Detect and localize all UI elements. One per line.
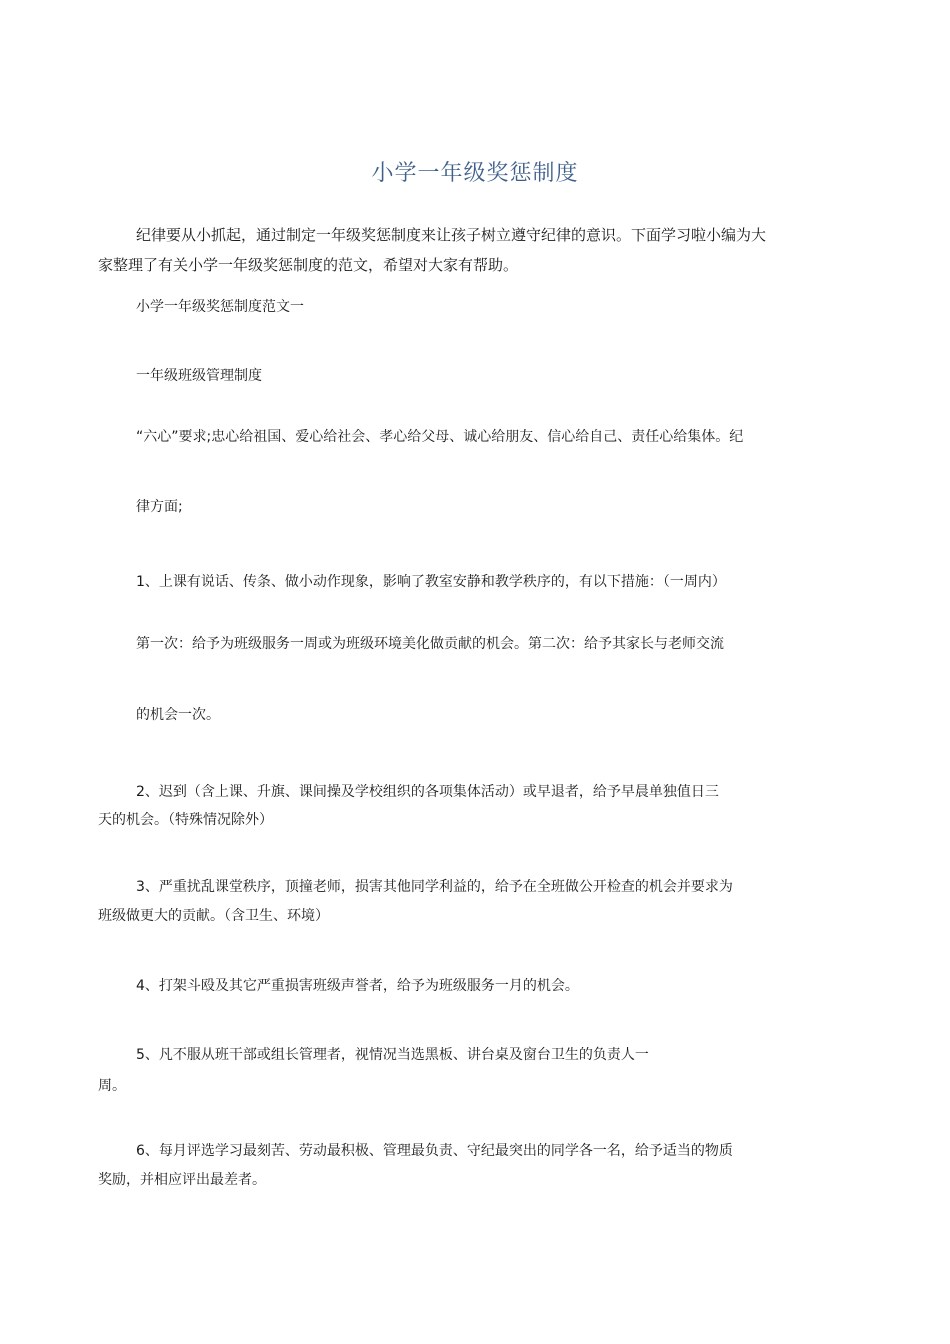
item-5-line-2: 周。 [98,1078,126,1094]
item-1: 1、上课有说话、传条、做小动作现象，影响了教室安静和教学秩序的，有以下措施：（一周内） [136,574,726,590]
item-5-line-1: 5、凡不服从班干部或组长管理者，视情况当选黑板、讲台桌及窗台卫生的负责人一 [136,1047,649,1063]
document-title: 小学一年级奖惩制度 [371,161,579,186]
item-1-detail-line-1: 第一次：给予为班级服务一周或为班级环境美化做贡献的机会。第二次：给予其家长与老师交流 [136,636,724,652]
six-hearts-line-1: “六心”要求;忠心给祖国、爱心给社会、孝心给父母、诚心给朋友、信心给自己、责任心给集体。纪 [136,429,744,445]
item-3-line-2: 班级做更大的贡献。（含卫生、环境） [98,908,329,924]
intro-line-1: 纪律要从小抓起，通过制定一年级奖惩制度来让孩子树立遵守纪律的意识。下面学习啦小编为大 [136,226,767,244]
item-6-line-2: 奖励，并相应评出最差者。 [98,1172,266,1188]
item-1-detail-line-2: 的机会一次。 [136,707,220,723]
six-hearts-line-2: 律方面; [136,499,183,515]
item-2-line-2: 天的机会。（特殊情况除外） [98,812,273,828]
item-4: 4、打架斗殴及其它严重损害班级声誉者，给予为班级服务一月的机会。 [136,978,579,994]
item-3-line-1: 3、严重扰乱课堂秩序，顶撞老师，损害其他同学利益的，给予在全班做公开检查的机会并要求为 [136,879,733,895]
intro-line-2: 家整理了有关小学一年级奖惩制度的范文，希望对大家有帮助。 [98,256,519,274]
item-6-line-1: 6、每月评选学习最刻苦、劳动最积极、管理最负责、守纪最突出的同学各一名，给予适当的物质 [136,1143,733,1159]
item-2-line-1: 2、迟到（含上课、升旗、课间操及学校组织的各项集体活动）或早退者，给予早晨单独值日三 [136,784,719,800]
sub-title: 一年级班级管理制度 [136,368,262,384]
section-title: 小学一年级奖惩制度范文一 [136,299,304,315]
